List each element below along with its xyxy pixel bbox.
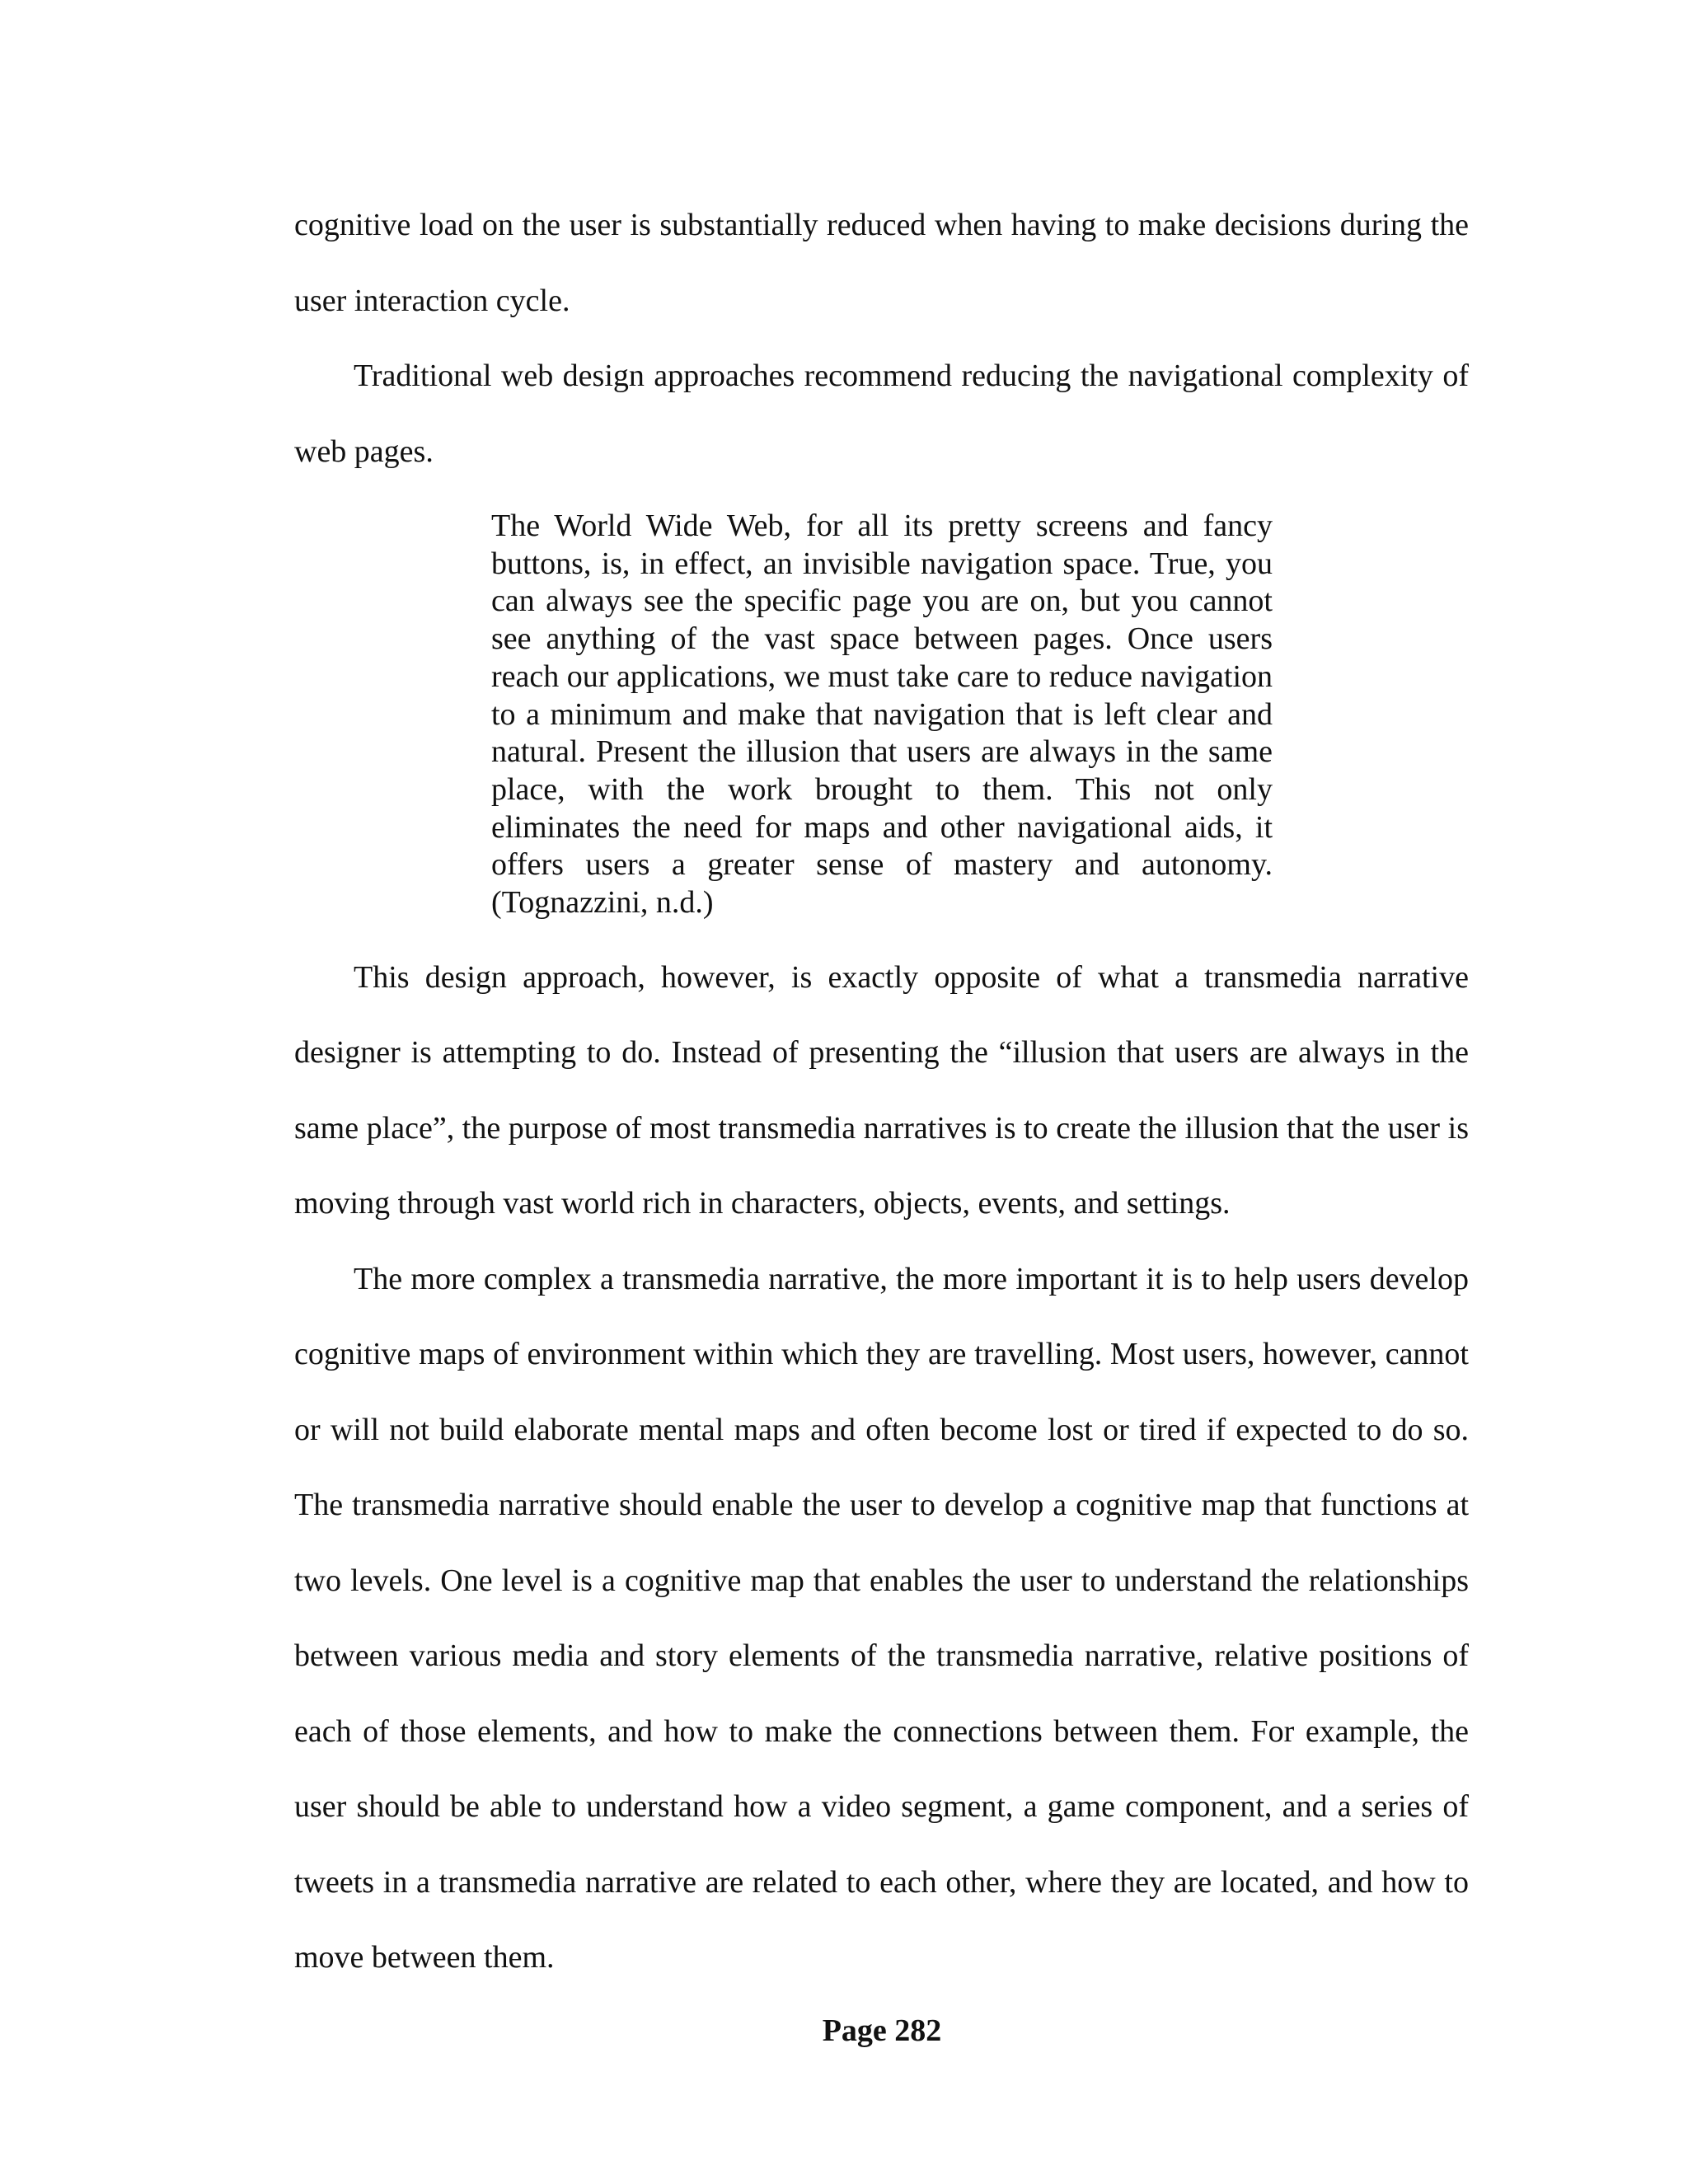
paragraph-design-approach: This design approach, however, is exactly opposite of what a transmedia narrative designer is attempting to do. Instead of presenting the “illusion that users are always in the same place”, the purpose of most transmedia narratives is to create the illusion that the user is moving through vast world rich in characters, objects, events, and settings. bbox=[294, 959, 1469, 1221]
paragraph-cognitive-maps: The more complex a transmedia narrative, the more important it is to help users develop cognitive maps of environment within which they are travelling. Most users, however, cannot or will not build elaborate mental maps and often become lost or tired if expected to do so. The transmedia narrative should enable the user to develop a cognitive map that functions at two levels. One level is a cognitive map that enables the user to understand the relationships between various media and story elements of the transmedia narrative, relative positions of each of those elements, and how to make the connections between them. For example, the user should be able to understand how a video segment, a game component, and a series of tweets in a transmedia narrative are related to each other, where they are located, and how to move between them. bbox=[294, 1261, 1469, 1975]
paragraph-continued: cognitive load on the user is substantially reduced when having to make decisions during the user interaction cycle. bbox=[294, 208, 1469, 318]
body-text bbox=[294, 188, 1469, 1996]
paragraph-traditional-web-design: Traditional web design approaches recommend reducing the navigational complexity of web pages. bbox=[294, 359, 1469, 469]
page-number: Page 282 bbox=[822, 2013, 942, 2048]
block-quote-tognazzini: The World Wide Web, for all its pretty screens and fancy buttons, is, in effect, an invisible navigation space. True, you can always see the specific page you are on, but you cannot see anything of the vast space between pages. Once users reach our applications, we must take care to reduce navigation to a minimum and make that navigation that is left clear and natural. Present the illusion that users are always in the same place, with the work brought to them. This not only eliminates the need for maps and other navigational aids, it offers users a greater sense of mastery and autonomy. (Tognazzini, n.d.) bbox=[491, 509, 1273, 921]
